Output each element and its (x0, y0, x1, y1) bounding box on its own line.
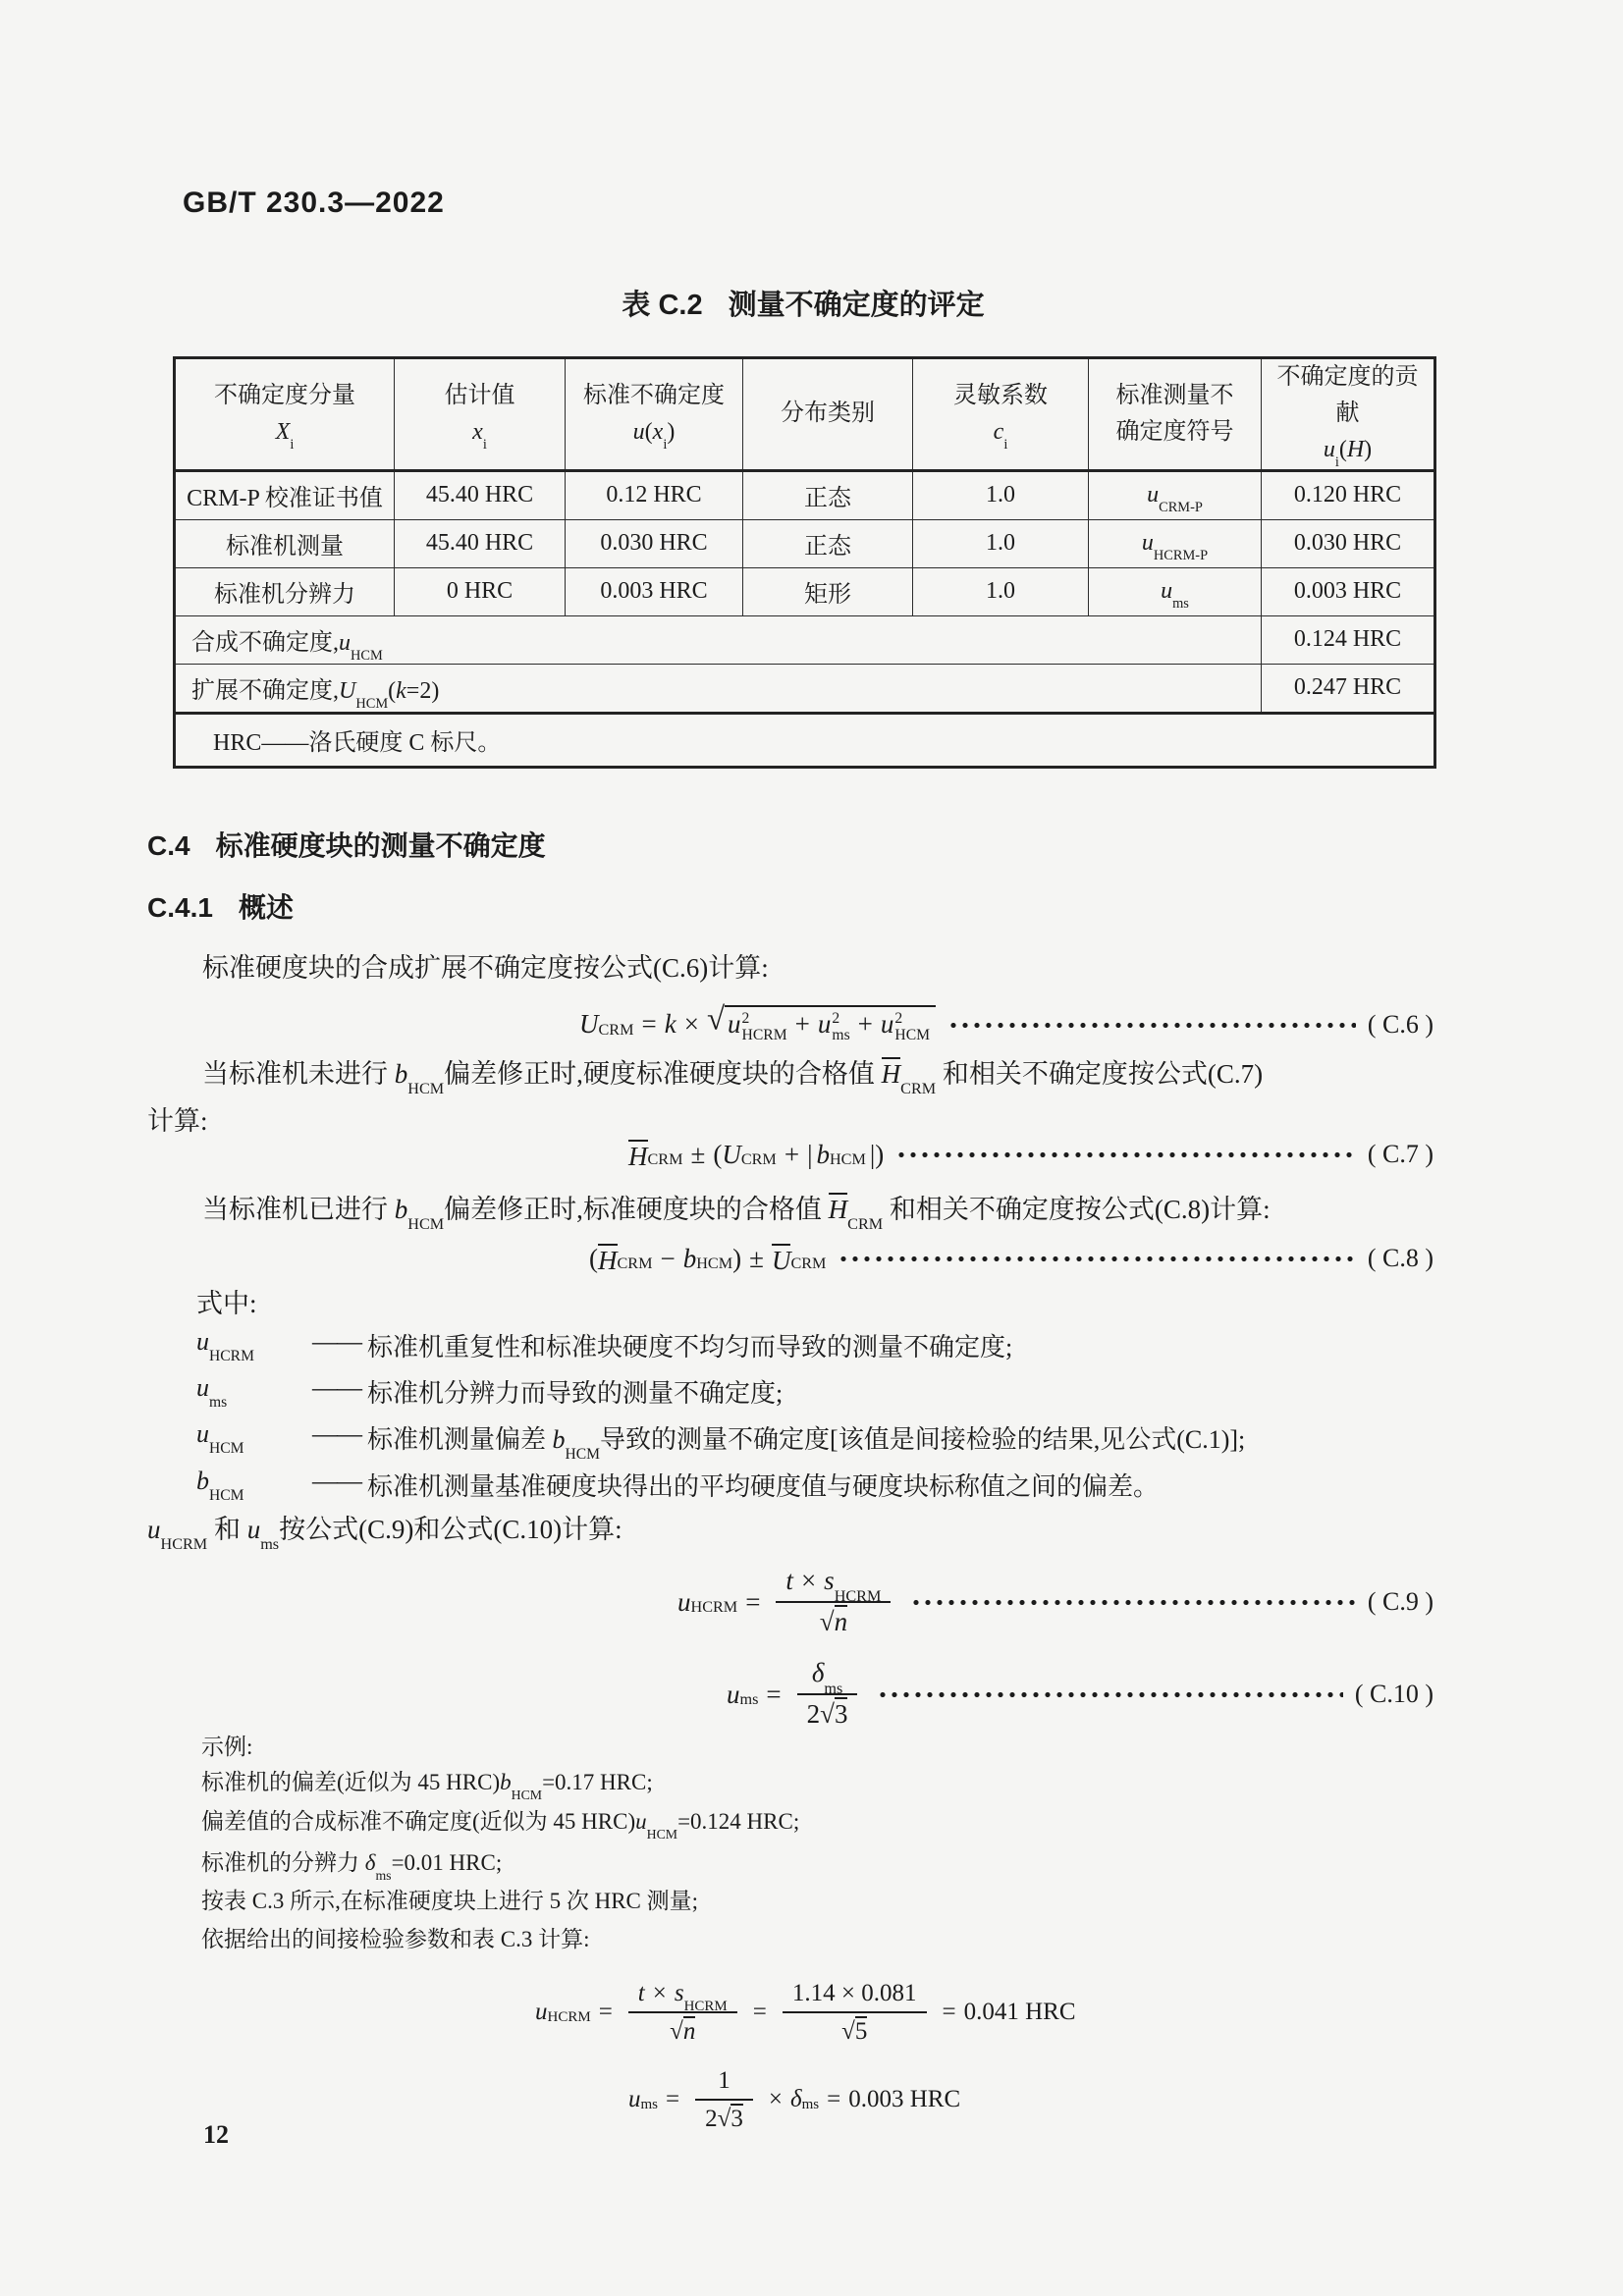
cell-estimate: 45.40 HRC (395, 519, 566, 567)
definition-uhcm (196, 1419, 1246, 1463)
cell-component: 标准机测量 (175, 519, 395, 567)
cell-symbol: $u_{ms}$ (1089, 567, 1262, 615)
table-number: 表 C.2 (622, 290, 703, 321)
section-heading-c4 (147, 825, 546, 864)
definition-text: 标准机重复性和标准块硬度不均匀而导致的测量不确定度; (367, 1333, 1013, 1362)
table-row (175, 470, 1435, 519)
table-row (175, 519, 1435, 567)
header-label: 不确定度的贡献 (1276, 364, 1419, 427)
col-header-contribution (1262, 358, 1435, 471)
paragraph-c7-intro: 当标准机未进行 $b_{HCM}$偏差修正时,硬度标准硬度块的合格值 $H_{CRM}$ 和相关不确定度按公式(C.7) (202, 1059, 1264, 1098)
col-header-sensitivity (913, 358, 1089, 471)
paragraph-c6-intro: 标准硬度块的合成扩展不确定度按公式(C.6)计算: (202, 953, 769, 983)
definition-symbol: $u_{ms}$ (196, 1373, 228, 1411)
summary-label: 扩展不确定度$,U_{HCM}(k=2)$ (175, 664, 1262, 713)
table-title (173, 283, 1434, 323)
equation-number: ( C.10 ) (1354, 1680, 1434, 1708)
standard-code: GB/T 230.3—2022 (183, 187, 445, 219)
formula-example-uhcrm-math: u $_{HCRM}$ = $\frac{t \times s_{HCRM}}{√n}$ = $\frac{1.14 \times 0.081}{√5}$ = 0.041 HRC (535, 1979, 1076, 2045)
equation-number: ( C.8 ) (1367, 1244, 1434, 1272)
combined-uncertainty-row (175, 615, 1435, 664)
example-line-measurements: 按表 C.3 所示,在标准硬度块上进行 5 次 HRC 测量; (201, 1889, 699, 1913)
header-label: 标准测量不 (1115, 382, 1234, 408)
header-label: 不确定度分量 (214, 382, 355, 408)
dot-leader (910, 1599, 1355, 1606)
definition-dash: —— (312, 1467, 361, 1495)
cell-component: 标准机分辨力 (175, 567, 395, 615)
definition-dash: —— (312, 1419, 361, 1448)
cell-distribution: 正态 (743, 470, 913, 519)
definition-dash: —— (312, 1327, 361, 1356)
header-label: 确定度符号 (1115, 418, 1234, 445)
definition-symbol: $u_{HCRM}$ (196, 1327, 254, 1364)
cell-contribution: 0.120 HRC (1262, 470, 1435, 519)
example-line-resolution: 标准机的分辨力 $\delta_{ms}=0.01$ HRC; (201, 1850, 503, 1883)
cell-distribution: 正态 (743, 519, 913, 567)
formula-c10 (147, 1645, 1434, 1743)
section-heading-c41 (147, 886, 294, 926)
definition-text: 标准机分辨力而导致的测量不确定度; (367, 1379, 784, 1408)
symbol-uxi: $u(x_i)$ (632, 418, 676, 453)
example-line-combined: 偏差值的合成标准不确定度(近似为 45 $HRC)u_{HCM}=0.124$ HRC; (201, 1809, 800, 1842)
header-label: 灵敏系数 (953, 382, 1048, 408)
paragraph-c7-intro-line2: 计算: (147, 1106, 208, 1136)
example-line-bias: 标准机的偏差(近似为 45 $HRC)b_{HCM}=0.17$ HRC; (201, 1770, 653, 1802)
where-label: 式中: (196, 1289, 257, 1318)
formula-c9 (147, 1549, 1434, 1655)
section-number: C.4 (147, 830, 190, 861)
section-title: 标准硬度块的测量不确定度 (215, 830, 546, 861)
cell-component: CRM-P 校准证书值 (175, 470, 395, 519)
equation-number: ( C.6 ) (1367, 1010, 1434, 1039)
dot-leader (838, 1255, 1355, 1262)
cell-sensitivity: 1.0 (913, 519, 1089, 567)
table-row (175, 567, 1435, 615)
definition-dash: —— (312, 1373, 361, 1402)
page-number: 12 (203, 2120, 229, 2149)
formula-c7 (147, 1131, 1434, 1178)
formula-example-uhcrm (147, 1965, 1434, 2059)
cell-contribution: 0.030 HRC (1262, 519, 1435, 567)
example-label: 示例: (201, 1735, 253, 1759)
formula-c8-math: ( H $_{CRM}$ − b $_{HCM}$ ) ± U $_{CRM}$ (589, 1243, 827, 1275)
summary-value: 0.124 HRC (1262, 615, 1435, 664)
formula-c6 (147, 993, 1434, 1056)
cell-estimate: 0 HRC (395, 567, 566, 615)
equation-number: ( C.9 ) (1367, 1587, 1434, 1616)
table-footnote: HRC——洛氏硬度 C 标尺。 (175, 713, 1435, 767)
cell-std-uncertainty: 0.003 HRC (566, 567, 743, 615)
definition-bhcm (196, 1467, 1159, 1503)
cell-symbol: $u_{HCRM-P}$ (1089, 519, 1262, 567)
symbol-xi: $x_i$ (472, 418, 487, 453)
cell-sensitivity: 1.0 (913, 567, 1089, 615)
symbol-Xi: $X_i$ (275, 418, 295, 453)
table-caption: 测量不确定度的评定 (728, 290, 985, 321)
formula-c6-math: U $_{CRM}$ = k × √ u 2 HCRM + u 2 ms + u 2 HCM (579, 1005, 936, 1043)
col-header-symbol (1089, 358, 1262, 471)
definition-text: 标准机测量基准硬度块得出的平均硬度值与硬度块标称值之间的偏差。 (367, 1472, 1160, 1501)
summary-label: 合成不确定度$,u_{HCM}$ (175, 615, 1262, 664)
definition-symbol: $u_{HCM}$ (196, 1419, 244, 1457)
expanded-uncertainty-row (175, 664, 1435, 713)
symbol-ci: $c_i$ (993, 418, 1008, 453)
dot-leader (895, 1151, 1356, 1158)
cell-std-uncertainty: 0.12 HRC (566, 470, 743, 519)
section-number: C.4.1 (147, 892, 213, 923)
uncertainty-table (173, 356, 1436, 769)
definition-uhcrm (196, 1327, 1012, 1363)
table-footnote-row (175, 713, 1435, 767)
header-row (175, 358, 1435, 471)
formula-c8 (147, 1235, 1434, 1282)
section-title: 概述 (238, 892, 294, 923)
header-label: 标准不确定度 (583, 382, 725, 408)
header-label: 估计值 (444, 382, 515, 408)
formula-c7-math: H $_{CRM}$ ± ( U $_{CRM}$ + | b $_{HCM}$ | ) (628, 1139, 885, 1171)
col-header-std-uncertainty (566, 358, 743, 471)
cell-contribution: 0.003 HRC (1262, 567, 1435, 615)
paragraph-c8-intro: 当标准机已进行 $b_{HCM}$偏差修正时,标准硬度块的合格值 $H_{CRM}$ 和相关不确定度按公式(C.8)计算: (202, 1195, 1271, 1234)
definition-symbol: $b_{HCM}$ (196, 1467, 244, 1504)
cell-estimate: 45.40 HRC (395, 470, 566, 519)
formula-c10-math: u $_{ms}$ = $\frac{\delta_{ms}}{2√3}$ (727, 1657, 865, 1732)
col-header-component (175, 358, 395, 471)
equation-number: ( C.7 ) (1367, 1140, 1434, 1168)
header-label: 分布类别 (781, 400, 875, 427)
col-header-distribution (743, 358, 913, 471)
cell-sensitivity: 1.0 (913, 470, 1089, 519)
definition-text: 标准机测量偏差 $b_{HCM}$导致的测量不确定度[该值是间接检验的结果,见公式(C.1)]; (367, 1425, 1246, 1463)
cell-symbol: $u_{CRM-P}$ (1089, 470, 1262, 519)
symbol-uiH: $u_i(H)$ (1323, 437, 1373, 471)
formula-example-ums-math: u $_{ms}$ = $\frac{1}{2√3}$ × δ $_{ms}$ = 0.003 HRC (628, 2066, 961, 2132)
definition-ums (196, 1373, 783, 1410)
summary-value: 0.247 HRC (1262, 664, 1435, 713)
cell-std-uncertainty: 0.030 HRC (566, 519, 743, 567)
col-header-estimate (395, 358, 566, 471)
example-line-params: 依据给出的间接检验参数和表 C.3 计算: (201, 1927, 590, 1951)
dot-leader (877, 1691, 1342, 1698)
formula-c9-math: u $_{HCRM}$ = $\frac{t \times s_{HCRM}}{√n}$ (677, 1565, 898, 1639)
formula-example-ums (147, 2057, 1434, 2142)
paragraph-c9-c10-intro: $u_{HCRM}$ 和 $u_{ms}$按公式(C.9)和公式(C.10)计算: (147, 1515, 622, 1554)
cell-distribution: 矩形 (743, 567, 913, 615)
dot-leader (947, 1022, 1356, 1029)
